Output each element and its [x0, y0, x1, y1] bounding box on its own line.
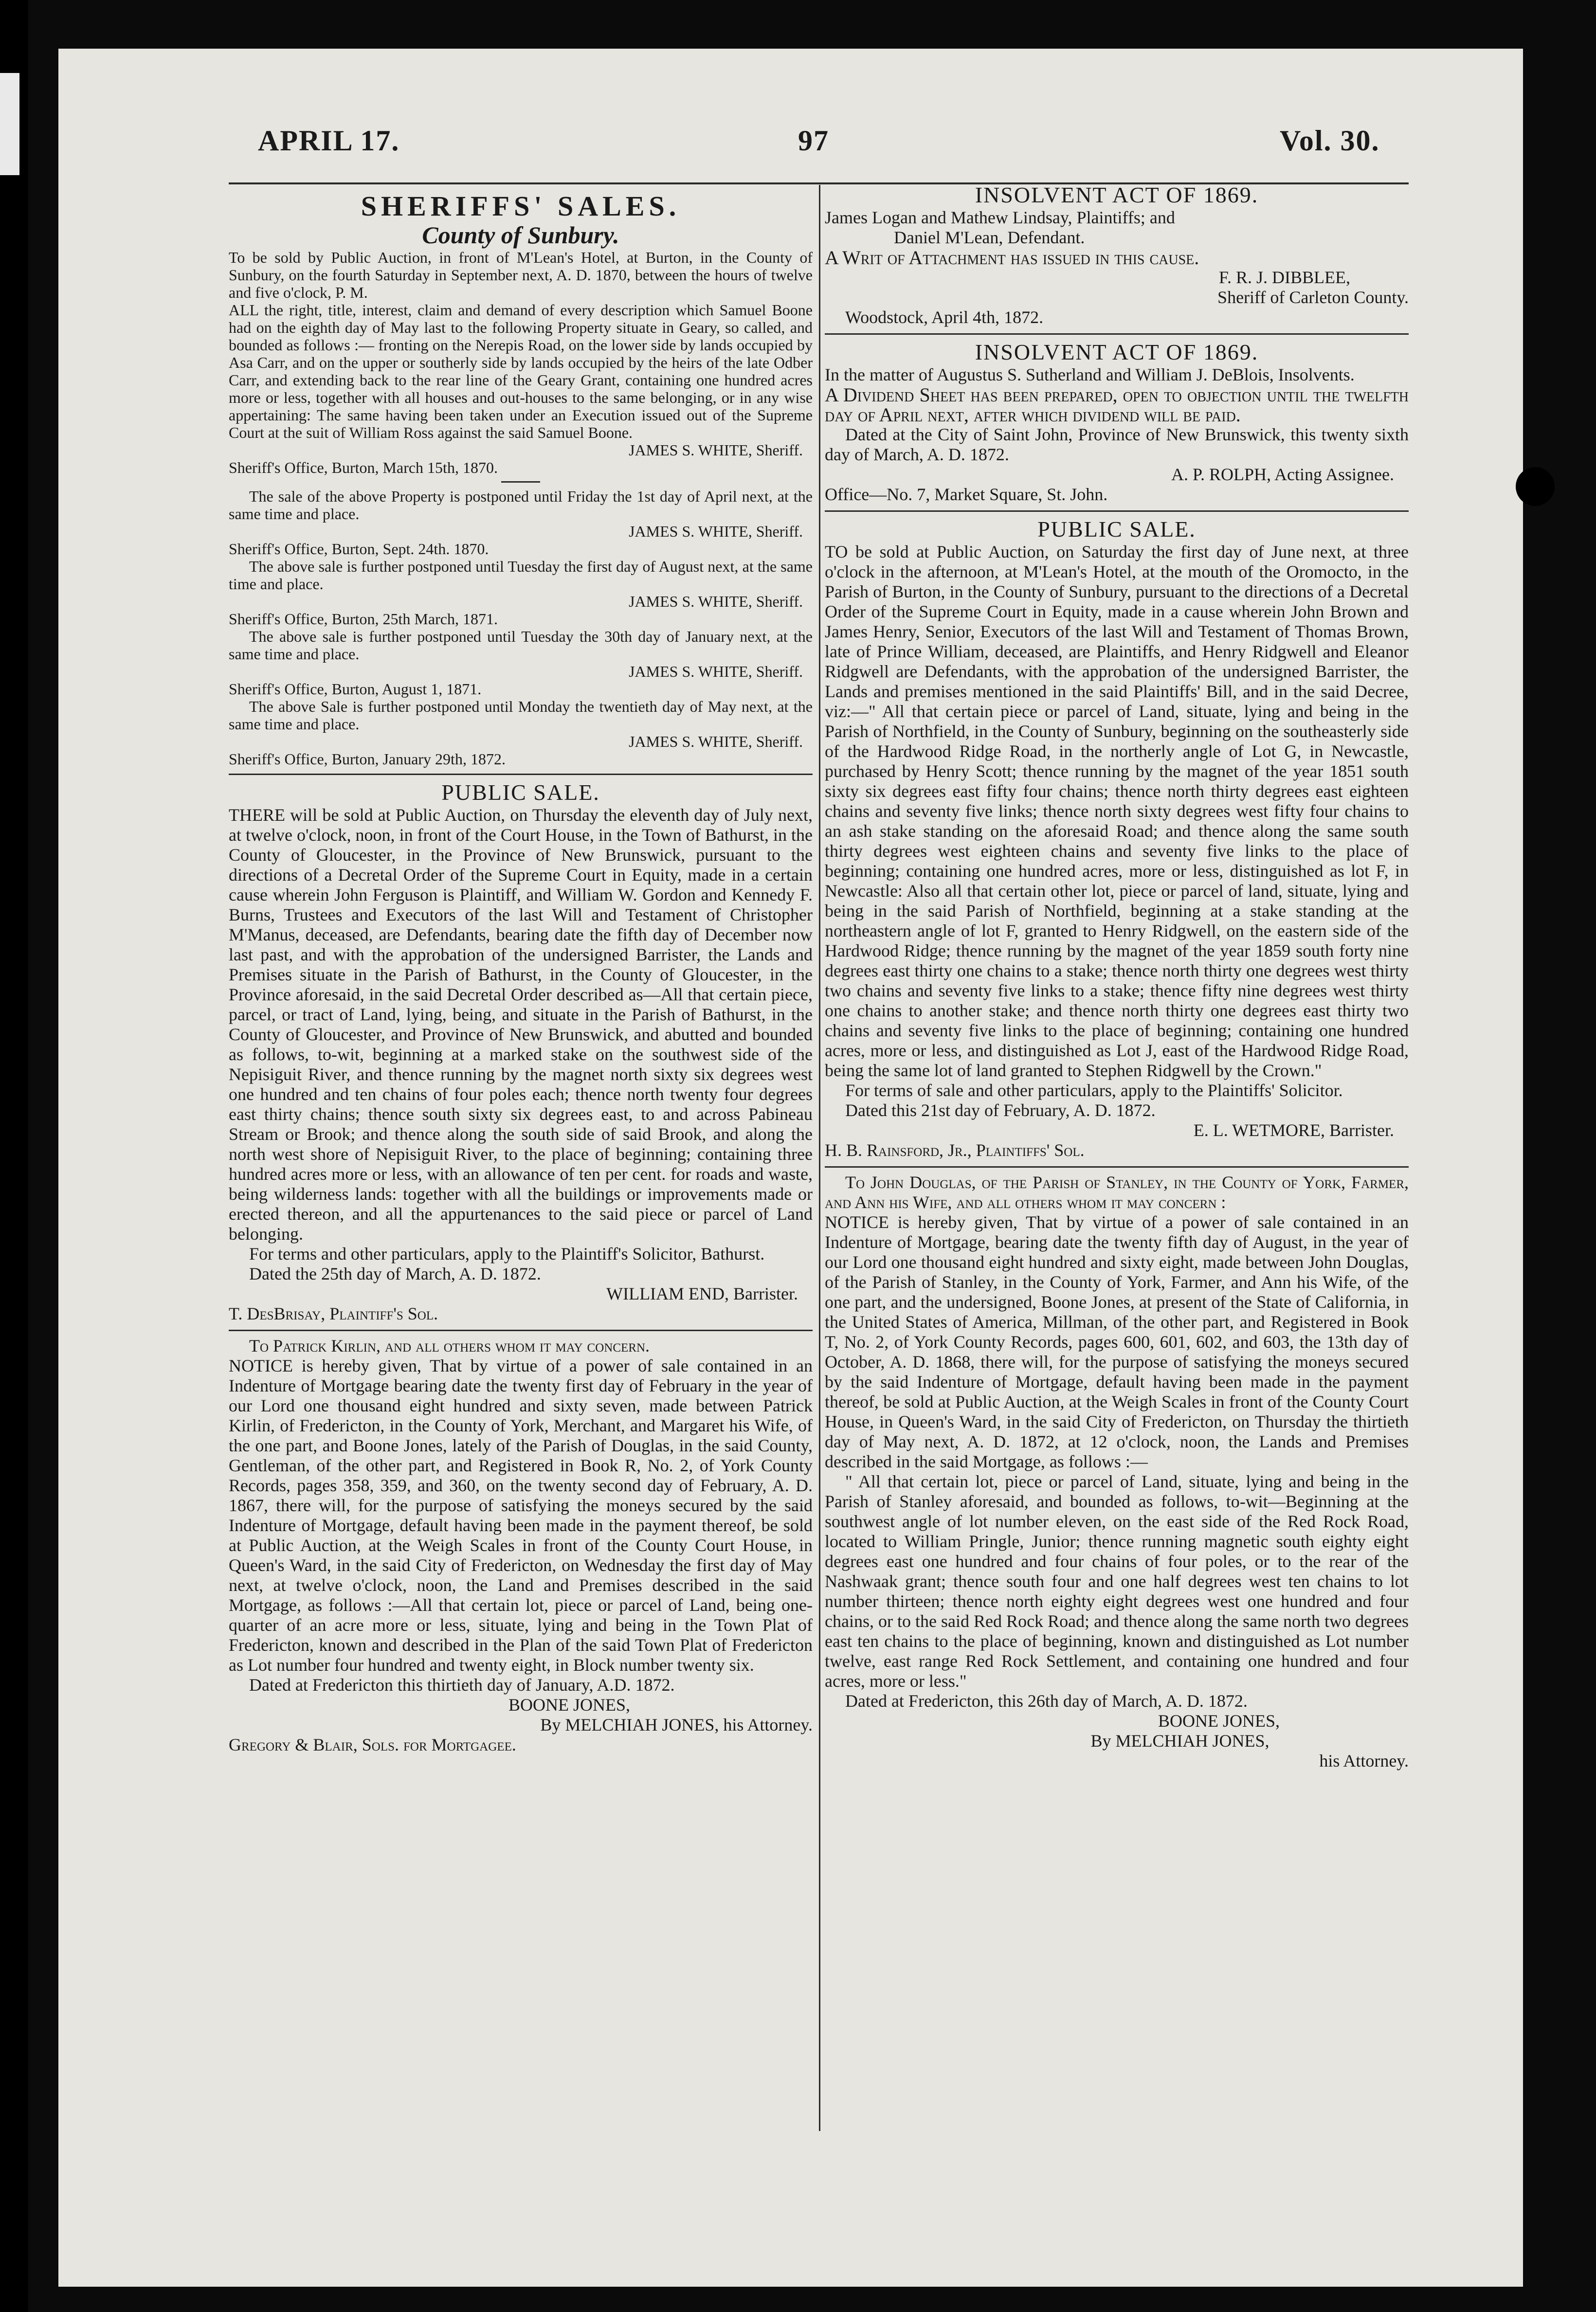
douglas-notice-dated: Dated at Fredericton, this 26th day of March, A. D. 1872. [845, 1691, 1248, 1711]
postponement-text: The above Sale is further postponed until Monday the twentieth day of May next, at the same time and place. [229, 698, 813, 733]
kirlin-notice-dated: Dated at Fredericton this thirtieth day of January, A.D. 1872. [249, 1675, 675, 1695]
assignee-office: Office—No. 7, Market Square, St. John. [825, 485, 1108, 504]
insolvent-heading: INSOLVENT ACT OF 1869. [975, 182, 1259, 207]
douglas-notice-addressee: To John Douglas, of the Parish of Stanley, in the County of York, Farmer, and Ann his Wife, and all others whom it may concern : [825, 1173, 1409, 1212]
insolvent-defendant: Daniel M'Lean, Defendant. [894, 228, 1085, 247]
postponement-text: The above sale is further postponed until Tuesday the 30th day of January next, at the same time and place. [229, 628, 813, 663]
kirlin-signature: BOONE JONES, [508, 1695, 630, 1715]
public-sale-signature: WILLIAM END, Barrister. [606, 1284, 798, 1303]
column-divider [819, 185, 820, 2131]
douglas-attorney-title: his Attorney. [1319, 1751, 1409, 1770]
writ-of-attachment: A Writ of Attachment has issued in this cause. [825, 247, 1199, 269]
insolvent-parties: James Logan and Mathew Lindsay, Plaintiffs; and [825, 208, 1175, 227]
public-sale-terms: For terms and other particulars, apply to the Plaintiff's Solicitor, Bathurst. [249, 1244, 765, 1264]
sheriffs-sales-heading: SHERIFFS' SALES. [361, 190, 681, 222]
public-sale-dated: Dated this 21st day of February, A. D. 1872. [845, 1101, 1156, 1120]
divider [501, 481, 540, 483]
county-heading: County of Sunbury. [422, 221, 619, 249]
public-sale-solicitor: T. DesBrisay, Plaintiff's Sol. [229, 1304, 438, 1323]
postponement-office: Sheriff's Office, Burton, August 1, 1871. [229, 680, 482, 698]
sheriff-signature: JAMES S. WHITE, Sheriff. [629, 441, 803, 459]
public-sale-dated: Dated the 25th day of March, A. D. 1872. [249, 1264, 541, 1283]
divider [825, 333, 1409, 335]
divider [825, 510, 1409, 512]
douglas-land-description: " All that certain lot, piece or parcel of Land, situate, lying and being in the Parish of Stanley aforesaid, and bounded as follows, to-wit—Beginning at the southwest angle of lot number eleven, on the east side of the Red Rock Road, located to William Pringle, Junior; thence running magnetic south eighty eight degrees east one hundred and four chains of four poles, or to the rear of the Nashwaak grant; thence south four and one half degrees west ten chains to lot number thirteen; thence north eighty eight degrees west one hundred and four chains, or to the said Red Rock Road; and thence along the same north two degrees east ten chains to the place of beginning, known and distinguished as Lot number twelve, east range Red Rock Settlement, and containing one hundred and four acres, more or less." [825, 1472, 1409, 1691]
public-sale-body: THERE will be sold at Public Auction, on Thursday the eleventh day of July next, at twelve o'clock, noon, in front of the Court House, in the Town of Bathurst, in the County of Gloucester, in the Province of New Brunswick, pursuant to the directions of a Decretal Order of the Supreme Court in Equity, made in a certain cause wherein John Ferguson is Plaintiff, and William W. Gordon and Kennedy F. Burns, Trustees and Executors of the last Will and Testament of Christopher M'Manus, deceased, are Defendants, bearing date the fifth day of December now last past, and with the approbation of the undersigned Barrister, the Lands and Premises situate in the Parish of Bathurst, in the County of Gloucester, in the Province aforesaid, in the said Decretal Order described as—All that certain piece, parcel, or tract of Land, lying, being, and situate in the Parish of Bathurst, in the County of Gloucester, and Province of New Brunswick, and abutted and bounded as follows, to-wit, beginning at a marked stake on the southwest side of the Nepisiguit River, and thence running by the magnet north sixty six degrees west one hundred and ten chains of four poles each; thence north twenty four degrees east thirty chains; thence south sixty six degrees east, to and across Pabineau Stream or Brook; and thence along the south side of said Brook, and along the north west shore of Nepisiguit River, to the place of beginning; containing three hundred acres more or less, with an allowance of ten per cent. for roads and waste, being wilderness lands: together with all the buildings or improvements made or erected thereon, and all the appurtenances to the said piece or parcel of Land belonging. [229, 805, 813, 1244]
right-column [825, 182, 1409, 1771]
film-border [0, 0, 28, 2312]
postponement-office: Sheriff's Office, Burton, 25th March, 1871. [229, 610, 498, 628]
sheriff-sale-body: ALL the right, title, interest, claim and demand of every description which Samuel Boone had on the eighth day of May last to the following Property situate in Geary, so called, and bounded as follows :— fronting on the Nerepis Road, on the lower side by lands occupied by Asa Carr, and on the upper or southerly side by lands occupied by the heirs of the late Odber Carr, and extending back to the rear line of the Geary Grant, containing one hundred acres more or less, together with all houses and out-houses to the same belonging, or in any wise appertaining: The same having been taken under an Execution issued out of the Supreme Court at the suit of William Ross against the said Samuel Boone. [229, 301, 813, 441]
volume-number: Vol. 30. [1280, 125, 1380, 157]
sheriff-sale-intro: To be sold by Public Auction, in front of M'Lean's Hotel, at Burton, in the County of Sunbury, on the fourth Saturday in September next, A. D. 1870, between the hours of twelve and five o'clock, P. M. [229, 249, 813, 301]
public-sale-heading: PUBLIC SALE. [441, 780, 600, 805]
divider [825, 1166, 1409, 1168]
kirlin-notice-body: NOTICE is hereby given, That by virtue of a power of sale contained in an Indenture of Mortgage bearing date the twenty first day of February in the year of our Lord one thousand eight hundred and sixty seven, made between Patrick Kirlin, of Fredericton, in the County of York, Merchant, and Margaret his Wife, of the one part, and Boone Jones, lately of the Parish of Douglas, in the said County, Gentleman, of the other part, and Registered in Book R, No. 2, of York County Records, pages 358, 359, and 360, on the twenty second day of February, A. D. 1867, there will, for the purpose of satisfying the moneys secured by the said Indenture of Mortgage, default having been made in the payment thereof, be sold at Public Auction, at the Weigh Scales in front of the County Court House, in Queen's Ward, in the said City of Fredericton, on Wednesday the first day of May next, at twelve o'clock, noon, the Land and Premises described in the said Mortgage, as follows :—All that certain lot, piece or parcel of Land, being one-quarter of an acre more or less, situate, lying and being in the Town Plat of Fredericton, known and described in the Plan of the said Town Plat of Fredericton as Lot number four hundred and twenty eight, in Block number twenty six. [229, 1356, 813, 1675]
douglas-notice-body: NOTICE is hereby given, That by virtue of a power of sale contained in an Indenture of Mortgage, bearing date the twenty fifth day of August, in the year of our Lord one thousand eight hundred and sixty eight, made between John Douglas, of the Parish of Stanley, in the County of York, Farmer, and Ann his Wife, of the one part, and the undersigned, Boone Jones, at present of the State of California, in the United States of America, Millman, of the other part, and Registered in Book T, No. 2, of York County Records, pages 600, 601, 602, and 603, the 13th day of October, A. D. 1868, there will, for the purpose of satisfying the moneys secured by the said Indenture of Mortgage, default having been made in the payment thereof, be sold at Public Auction, at the Weigh Scales in front of the County Court House, in Queen's Ward, in the said City of Fredericton, on Thursday the thirtieth day of May next, A. D. 1872, at 12 o'clock, noon, the Lands and Premises described in the said Mortgage, as follows :— [825, 1212, 1409, 1471]
postponement-office: Sheriff's Office, Burton, Sept. 24th. 1870. [229, 540, 489, 558]
public-sale-signature: E. L. WETMORE, Barrister. [1193, 1120, 1394, 1140]
left-column [229, 182, 813, 1755]
divider [229, 774, 813, 775]
postponement-signature: JAMES S. WHITE, Sheriff. [629, 593, 803, 610]
sheriff-title: Sheriff of Carleton County. [1217, 288, 1409, 307]
douglas-signature: BOONE JONES, [1158, 1711, 1280, 1731]
sheriff-name: F. R. J. DIBBLEE, [1218, 268, 1350, 287]
public-sale-solicitor: H. B. Rainsford, Jr., Plaintiffs' Sol. [825, 1140, 1085, 1160]
postponement-signature: JAMES S. WHITE, Sheriff. [629, 523, 803, 540]
douglas-attorney: By MELCHIAH JONES, [1090, 1731, 1270, 1751]
dividend-sheet-notice: A Dividend Sheet has been prepared, open to objection until the twelfth day of April next, after which dividend will be paid. [825, 384, 1409, 426]
postponement-text: The sale of the above Property is postponed until Friday the 1st day of April next, at the same time and place. [229, 488, 813, 523]
kirlin-attorney: By MELCHIAH JONES, his Attorney. [540, 1715, 813, 1734]
divider [229, 1330, 813, 1331]
assignee-signature: A. P. ROLPH, Acting Assignee. [1171, 465, 1394, 484]
kirlin-notice-addressee: To Patrick Kirlin, and all others whom it may concern. [249, 1336, 650, 1355]
public-sale-body: TO be sold at Public Auction, on Saturday the first day of June next, at three o'clock in the afternoon, at M'Lean's Hotel, at the mouth of the Oromocto, in the Parish of Burton, in the County of Sunbury, pursuant to the directions of a Decretal Order of the Supreme Court in Equity, made in a cause wherein John Brown and James Henry, Senior, Executors of the last Will and Testament of Thomas Brown, late of Prince William, deceased, are Plaintiffs, and Henry Ridgwell and Eleanor Ridgwell are Defendants, with the approbation of the undersigned Barrister, the Lands and premises mentioned in the said Plaintiffs' Bill, and in the said Decree, viz:—" All that certain piece or parcel of Land, situate, lying and being in the Parish of Northfield, in the County of Sunbury, beginning on the southeasterly side of the Hardwood Ridge Road, in the northerly angle of Lot G, in Newcastle, purchased by Henry Scott; thence running by the magnet of the year 1851 south sixty six degrees east fifty four chains; thence north thirty degrees east eighteen chains and seventy five links; thence north sixty degrees west fifty four chains to an ash stake standing on the aforesaid Road; and thence along the same south thirty degrees west eighteen chains and seventy five links to the place of beginning; containing one hundred acres, more or less, distinguished as lot F, in Newcastle: Also all that certain other lot, piece or parcel of land, situate, lying and being in the said Parish of Northfield, beginning at a stake standing at the northeastern angle of lot F, granted to Henry Ridgwell, on the eastern side of the Hardwood Ridge; thence running by the magnet of the year 1859 south forty nine degrees east thirty one chains to a stake; thence north thirty one degrees west thirty two chains and seventy five links to a stake; thence fifty nine degrees west thirty one chains to another stake; and thence north thirty one degrees east thirty two chains and seventy five links to the place of beginning; containing one hundred acres, more or less, and distinguished as Lot J, east of the Hardwood Ridge Road, being the same lot of land granted to Stephen Ridgwell by the Crown." [825, 542, 1409, 1080]
public-sale-heading: PUBLIC SALE. [1037, 517, 1196, 542]
insolvent-heading: INSOLVENT ACT OF 1869. [975, 340, 1259, 364]
postponement-text: The above sale is further postponed until Tuesday the first day of August next, at the same time and place. [229, 558, 813, 593]
issue-date: APRIL 17. [258, 125, 400, 157]
postponement-office: Sheriff's Office, Burton, January 29th, 1872. [229, 750, 506, 768]
sheriff-office-date: Sheriff's Office, Burton, March 15th, 1870. [229, 459, 498, 476]
page-number: 97 [798, 125, 829, 157]
film-tab [0, 73, 19, 175]
page-header [204, 124, 1382, 168]
dividend-dated: Dated at the City of Saint John, Province of New Brunswick, this twenty sixth day of March, A. D. 1872. [825, 425, 1409, 464]
postponement-signature: JAMES S. WHITE, Sheriff. [629, 663, 803, 680]
insolvent-dated: Woodstock, April 4th, 1872. [845, 307, 1044, 327]
punch-hole [1516, 467, 1555, 506]
postponement-signature: JAMES S. WHITE, Sheriff. [629, 733, 803, 750]
public-sale-terms: For terms of sale and other particulars, apply to the Plaintiffs' Solicitor. [845, 1081, 1343, 1100]
insolvent-matter: In the matter of Augustus S. Sutherland and William J. DeBlois, Insolvents. [825, 365, 1355, 384]
kirlin-solicitors: Gregory & Blair, Sols. for Mortgagee. [229, 1735, 516, 1754]
